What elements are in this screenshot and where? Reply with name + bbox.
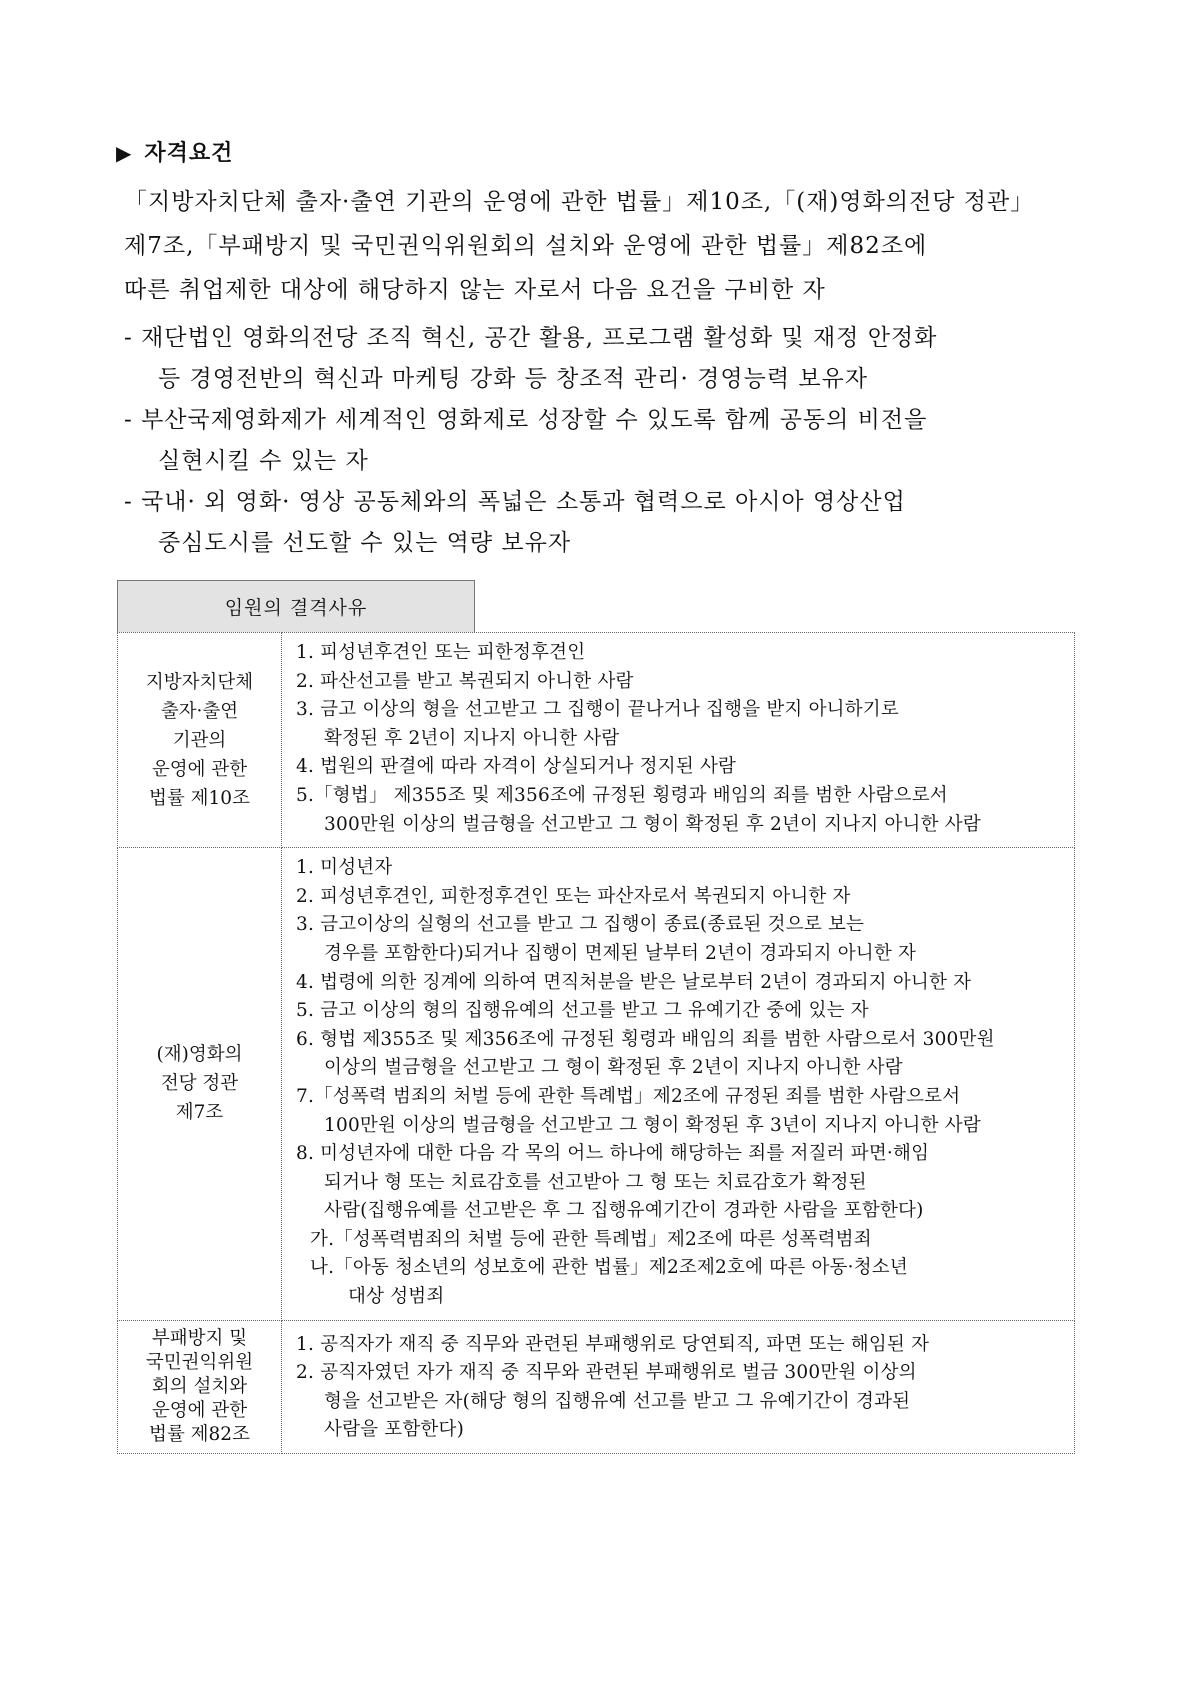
reason-line: 되거나 형 또는 치료감호를 선고받아 그 형 또는 치료감호가 확정된: [324, 1171, 867, 1193]
law-line: 법률 제82조: [149, 1423, 250, 1445]
reason-line: 사람(집행유예를 선고받은 후 그 집행유예기간이 경과한 사람을 포함한다): [324, 1200, 924, 1222]
reason-subline: 대상 성범죄: [348, 1286, 445, 1308]
requirement-item: [124, 400, 1084, 482]
reason-line: 2. 피성년후견인, 피한정후견인 또는 파산자로서 복권되지 아니한 자: [296, 885, 851, 907]
requirement-line: - 부산국제영화제가 세계적인 영화제로 성장할 수 있도록 함께 공동의 비전을: [124, 407, 928, 433]
law-line: 기관의: [172, 729, 227, 751]
triangle-marker-icon: ▶: [116, 141, 133, 165]
section-heading: [116, 136, 233, 167]
reason-line: 경우를 포함한다)되거나 집행이 면제된 날부터 2년이 경과되지 아니한 자: [324, 942, 917, 964]
table-row: [118, 633, 1075, 848]
reason-cell: [282, 633, 1075, 848]
reason-line: 7.「성폭력 범죄의 처벌 등에 관한 특례법」제2조에 규정된 죄를 범한 사람으로서: [296, 1085, 961, 1107]
intro-line: 「지방자치단체 출자·출연 기관의 운영에 관한 법률」제10조,「(재)영화의전당 정관」: [124, 189, 1035, 215]
requirement-line: 실현시킬 수 있는 자: [158, 448, 369, 474]
law-cell: [118, 1320, 282, 1453]
reason-line: 1. 미성년자: [296, 857, 393, 879]
reason-line: 2. 파산선고를 받고 복권되지 아니한 사람: [296, 670, 634, 692]
disqualification-tab: 임원의 결격사유: [117, 580, 475, 632]
reason-subline: 가.「성폭력범죄의 처벌 등에 관한 특례법」제2조에 따른 성폭력범죄: [310, 1228, 872, 1250]
reason-line: 1. 공직자가 재직 중 직무와 관련된 부패행위로 당연퇴직, 파면 또는 해임된 자: [296, 1333, 930, 1355]
requirement-line: - 국내· 외 영화· 영상 공동체와의 폭넓은 소통과 협력으로 아시아 영상산업: [124, 489, 906, 515]
reason-line: 300만원 이상의 벌금형을 선고받고 그 형이 확정된 후 2년이 지나지 아니한 사람: [324, 813, 981, 835]
section-title: 자격요건: [144, 141, 234, 166]
reason-line: 형을 선고받은 자(해당 형의 집행유예 선고를 받고 그 유예기간이 경과된: [324, 1390, 911, 1412]
reason-line: 4. 법원의 판결에 따라 자격이 상실되거나 정지된 사람: [296, 756, 737, 778]
requirement-line: 중심도시를 선도할 수 있는 역량 보유자: [158, 530, 572, 556]
requirement-line: - 재단법인 영화의전당 조직 혁신, 공간 활용, 프로그램 활성화 및 재정 안정화: [124, 325, 938, 351]
law-line: 지방자치단체: [145, 671, 254, 693]
law-line: 제7조: [175, 1102, 224, 1124]
reason-line: 4. 법령에 의한 징계에 의하여 면직처분을 받은 날로부터 2년이 경과되지 아니한 자: [296, 971, 972, 993]
reason-line: 3. 금고이상의 실형의 선고를 받고 그 집행이 종료(종료된 것으로 보는: [296, 914, 865, 936]
table-row: [118, 848, 1075, 1321]
law-line: 운영에 관한: [151, 1399, 248, 1421]
reason-line: 6. 형법 제355조 및 제356조에 규정된 횡령과 배임의 죄를 범한 사람으로서 300만원: [296, 1028, 995, 1050]
reason-line: 이상의 벌금형을 선고받고 그 형이 확정된 후 2년이 지나지 아니한 사람: [324, 1057, 903, 1079]
law-line: 부패방지 및: [151, 1327, 248, 1349]
law-line: 운영에 관한: [151, 758, 248, 780]
law-line: 전당 정관: [160, 1073, 239, 1095]
reason-cell: [282, 848, 1075, 1321]
law-line: 회의 설치와: [151, 1375, 248, 1397]
disqualification-table: [117, 632, 1075, 1454]
reason-cell: [282, 1320, 1075, 1453]
law-cell: [118, 633, 282, 848]
reason-line: 1. 피성년후견인 또는 피한정후견인: [296, 642, 586, 663]
reason-line: 확정된 후 2년이 지나지 아니한 사람: [324, 727, 620, 749]
table-row: [118, 1320, 1075, 1453]
requirement-list: [124, 318, 1084, 564]
law-cell: [118, 848, 282, 1321]
reason-line: 사람을 포함한다): [324, 1419, 464, 1441]
intro-paragraph: [124, 180, 1084, 312]
reason-line: 3. 금고 이상의 형을 선고받고 그 집행이 끝나거나 집행을 받지 아니하기로: [296, 699, 899, 721]
law-line: (재)영화의: [156, 1044, 243, 1066]
requirement-item: [124, 482, 1084, 564]
reason-line: 8. 미성년자에 대한 다음 각 목의 어느 하나에 해당하는 죄를 저질러 파면·해임: [296, 1143, 930, 1165]
requirement-item: [124, 318, 1084, 400]
intro-line: 제7조,「부패방지 및 국민권익위원회의 설치와 운영에 관한 법률」제82조에: [124, 233, 928, 259]
reason-subline: 나.「아동 청소년의 성보호에 관한 법률」제2조제2호에 따른 아동·청소년: [310, 1257, 908, 1279]
requirement-line: 등 경영전반의 혁신과 마케팅 강화 등 창조적 관리· 경영능력 보유자: [158, 366, 868, 392]
reason-line: 2. 공직자였던 자가 재직 중 직무와 관련된 부패행위로 벌금 300만원 이상의: [296, 1362, 917, 1384]
law-line: 법률 제10조: [149, 787, 250, 809]
intro-line: 따른 취업제한 대상에 해당하지 않는 자로서 다음 요건을 구비한 자: [124, 277, 826, 303]
law-line: 국민권익위원: [145, 1351, 254, 1373]
law-line: 출자·출연: [160, 700, 239, 722]
reason-line: 5. 금고 이상의 형의 집행유예의 선고를 받고 그 유예기간 중에 있는 자: [296, 1000, 869, 1022]
reason-line: 100만원 이상의 벌금형을 선고받고 그 형이 확정된 후 3년이 지나지 아니한 사람: [324, 1114, 981, 1136]
reason-line: 5.「형법」 제355조 및 제356조에 규정된 횡령과 배임의 죄를 범한 사람으로서: [296, 784, 948, 806]
